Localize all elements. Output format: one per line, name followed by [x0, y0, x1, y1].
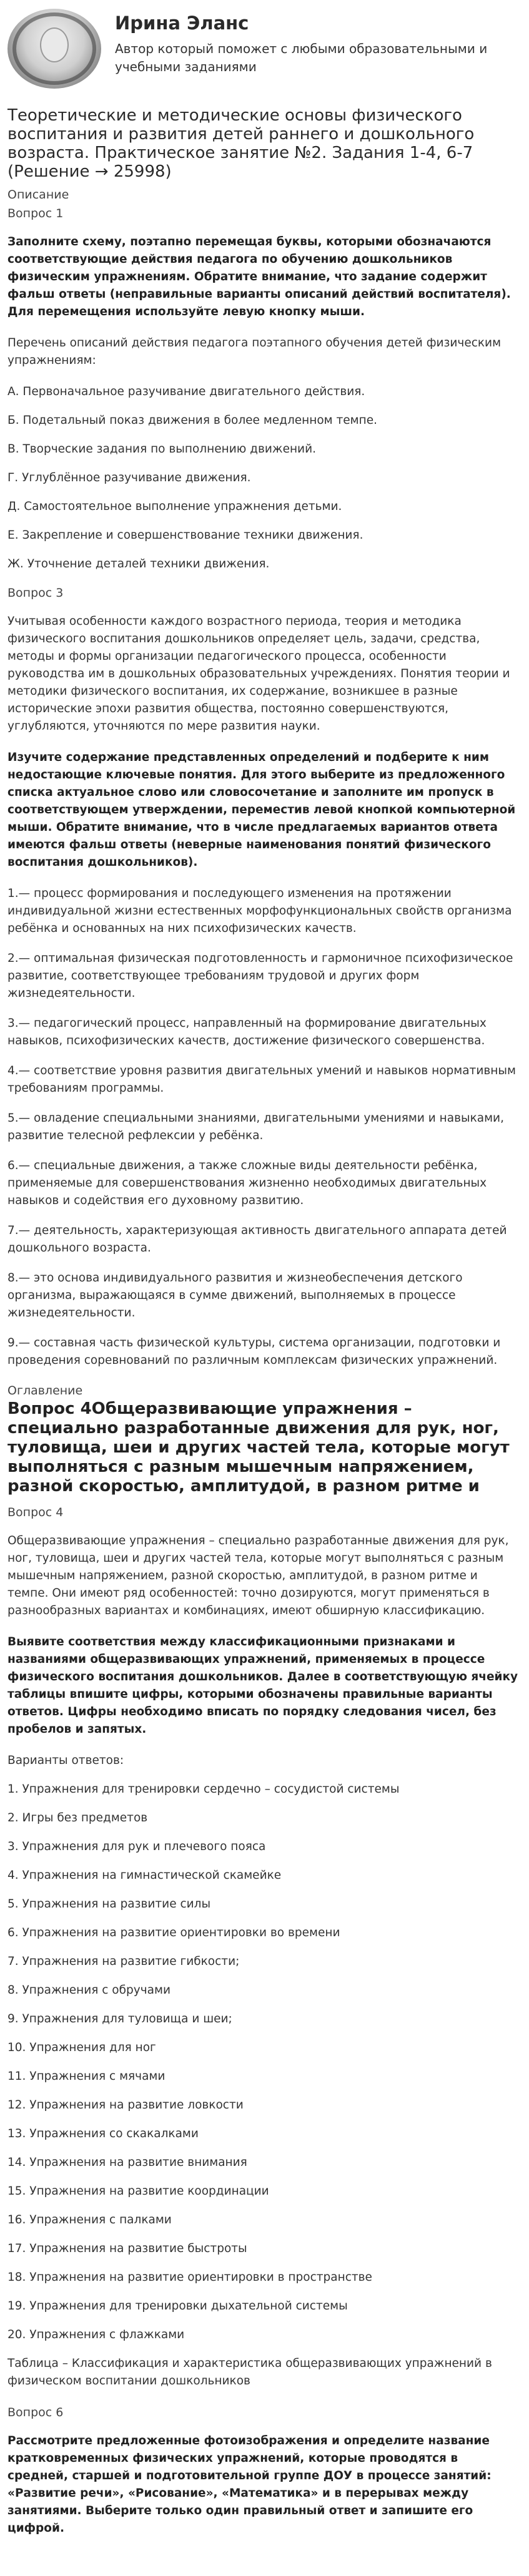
q4-variant-20: 20. Упражнения с флажками [7, 2328, 185, 2341]
q3-definition-2: 2.— оптимальная физическая подготовленность и гармоничное психофизическое развитие, соответствующее требованиям трудовой и других форм жизнедеятельности. [7, 952, 513, 1000]
q4-variant-16: 16. Упражнения с палками [7, 2213, 172, 2226]
q4-text: Общеразвивающие упражнения – специально разработанные движения для рук, ног, туловища, шеи и других частей тела, которые могут выполняться с разным мышечным напряжением, разной скоростью, амплитудой, в разном ритме и темпе. Они имеют ряд особенностей: точно дозируются, могут применяться в разнообразных вариантах и комбинациях, имеют обширную классификацию. [7, 1534, 509, 1617]
q4-variant-3: 3. Упражнения для рук и плечевого пояса [7, 1840, 266, 1853]
author-description: Автор который поможет с любыми образовательными и учебными заданиями [115, 41, 488, 74]
q1-item-3: В. Творческие задания по выполнению движений. [7, 443, 316, 456]
author-info [115, 9, 490, 76]
q4-variant-5: 5. Упражнения на развитие силы [7, 1898, 211, 1911]
q1-intro: Перечень описаний действия педагога поэтапного обучения детей физическим упражнениям: [7, 336, 502, 367]
q4-variant-15: 15. Упражнения на развитие координации [7, 2185, 269, 2198]
q6-instruction: Рассмотрите предложенные фотоизображения и определите название кратковременных физических упражнений, которые проводятся в средней, старшей и подготовительной группе ДОУ в процессе занятий: «Развитие речи», «Рисование», «Математика» и в перерывах между занятиями. Выберите только один правильный ответ и запишите его цифрой. [7, 2434, 492, 2535]
q4-variant-13: 13. Упражнения со скакалками [7, 2127, 199, 2140]
q4-variant-12: 12. Упражнения на развитие ловкости [7, 2099, 244, 2112]
q4-variant-6: 6. Упражнения на развитие ориентировки во времени [7, 1926, 340, 1939]
page-title: Теоретические и методические основы физического воспитания и развития детей раннего и дошкольного возраста. Практическое занятие №2. Задания 1-4, 6-7 (Решение → 25998) [7, 106, 475, 181]
q4-variants-label: Варианты ответов: [7, 1754, 124, 1767]
q4-variants-list [7, 1781, 522, 2344]
q4-table-caption: Таблица – Классификация и характеристика общеразвивающих упражнений в физическом воспитании дошкольников [7, 2357, 492, 2387]
q4-variant-14: 14. Упражнения на развитие внимания [7, 2156, 247, 2169]
q1-item-5: Д. Самостоятельное выполнение упражнения детьми. [7, 500, 342, 513]
q4-variant-7: 7. Упражнения на развитие гибкости; [7, 1955, 240, 1968]
q3-text: Учитывая особенности каждого возрастного периода, теория и методика физического воспитания дошкольников определяет цель, задачи, средства, методы и формы организации педагогического процесса, особенности руководства им в дошкольных образовательных учреждениях. Понятия теории и методики физического воспитания, их содержание, возникшее в разные исторические эпохи развития общества, постоянно совершенствуются, углубляются, уточняются по мере развития науки. [7, 615, 510, 733]
q4-variant-19: 19. Упражнения для тренировки дыхательной системы [7, 2299, 348, 2313]
q4-variant-18: 18. Упражнения на развитие ориентировки в пространстве [7, 2271, 372, 2284]
avatar-face [40, 27, 69, 62]
q1-item-1: А. Первоначальное разучивание двигательного действия. [7, 385, 365, 398]
section-title[interactable]: Вопрос 4Общеразвивающие упражнения – специально разработанные движения для рук, ног, туловища, шеи и других частей тела, которые могут выполняться с разным мышечным напряжением, разной скоростью, амплитудой, в разном ритме и [7, 1399, 510, 1496]
q4-variant-9: 9. Упражнения для туловища и шеи; [7, 2012, 232, 2025]
q3-heading: Вопрос 3 [7, 586, 64, 600]
q3-definition-7: 7.— деятельность, характеризующая активность двигательного аппарата детей дошкольного возраста. [7, 1224, 507, 1255]
q1-items-list [7, 383, 522, 573]
q1-item-6: Е. Закрепление и совершенствование техники движения. [7, 529, 363, 542]
q3-definition-8: 8.— это основа индивидуального развития и жизнеобеспечения детского организма, выражающаяся в сумме движений, выполняемых в процессе жизнедеятельности. [7, 1271, 463, 1320]
q3-definition-6: 6.— специальные движения, а также сложные виды деятельности ребёнка, применяемые для совершенствования жизненно необходимых двигательных навыков и содействия его духовному развитию. [7, 1159, 487, 1207]
author-block [7, 9, 522, 89]
q1-heading: Вопрос 1 [7, 207, 64, 220]
q1-item-2: Б. Подетальный показ движения в более медленном темпе. [7, 414, 377, 427]
q3-definition-1: 1.— процесс формирования и последующего изменения на протяжении индивидуальной жизни естественных морфофункциональных свойств организма ребёнка и основанных на них психофизических качеств. [7, 887, 512, 935]
q6-heading: Вопрос 6 [7, 2406, 64, 2419]
toc-label: Оглавление [7, 1384, 83, 1398]
author-name[interactable]: Ирина Эланс [115, 12, 249, 34]
q3-definitions-list [7, 885, 522, 1369]
q3-definition-5: 5.— овладение специальными знаниями, двигательными умениями и навыками, развитие телесной рефлексии у ребёнка. [7, 1112, 504, 1142]
q4-variant-1: 1. Упражнения для тренировки сердечно – сосудистой системы [7, 1783, 400, 1796]
q4-variant-11: 11. Упражнения с мячами [7, 2070, 166, 2083]
q3-definition-3: 3.— педагогический процесс, направленный на формирование двигательных навыков, психофизических качеств, достижение физического совершенства. [7, 1017, 487, 1047]
author-avatar[interactable] [7, 9, 101, 89]
q1-instruction: Заполните схему, поэтапно перемещая буквы, которыми обозначаются соответствующие действия педагога по обучению дошкольников физическим упражнениям. Обратите внимание, что задание содержит фальш ответы (неправильные варианты описаний действий воспитателя). Для перемещения используйте левую кнопку мыши. [7, 235, 511, 318]
q4-variant-8: 8. Упражнения с обручами [7, 1984, 171, 1997]
q4-variant-4: 4. Упражнения на гимнастической скамейке [7, 1869, 282, 1882]
description-label: Описание [7, 188, 69, 202]
q4-variant-2: 2. Игры без предметов [7, 1811, 148, 1824]
q1-item-7: Ж. Уточнение деталей техники движения. [7, 557, 270, 571]
q3-instruction: Изучите содержание представленных определений и подберите к ним недостающие ключевые понятия. Для этого выберите из предложенного списка актуальное слово или словосочетание и заполните им пропуск в соответствующем утверждении, переместив левой кнопкой компьютерной мыши. Обратите внимание, что в числе предлагаемых вариантов ответа имеются фальш ответы (неверные наименования понятий физического воспитания дошкольников). [7, 751, 516, 869]
q1-item-4: Г. Углублённое разучивание движения. [7, 471, 251, 484]
q4-variant-17: 17. Упражнения на развитие быстроты [7, 2242, 247, 2255]
q4-variant-10: 10. Упражнения для ног [7, 2041, 156, 2054]
q4-heading: Вопрос 4 [7, 1506, 64, 1519]
q3-definition-4: 4.— соответствие уровня развития двигательных умений и навыков нормативным требованиям программы. [7, 1064, 516, 1095]
q3-definition-9: 9.— составная часть физической культуры, система организации, подготовки и проведения соревнований по различным комплексам физических упражнений. [7, 1336, 501, 1367]
q4-instruction: Выявите соответствия между классификационными признаками и названиями общеразвивающих упражнений, применяемых в процессе физического воспитания дошкольников. Далее в соответствующую ячейку таблицы впишите цифры, которыми обозначены правильные варианты ответов. Цифры необходимо вписать по порядку следования чисел, без пробелов и запятых. [7, 1635, 518, 1736]
